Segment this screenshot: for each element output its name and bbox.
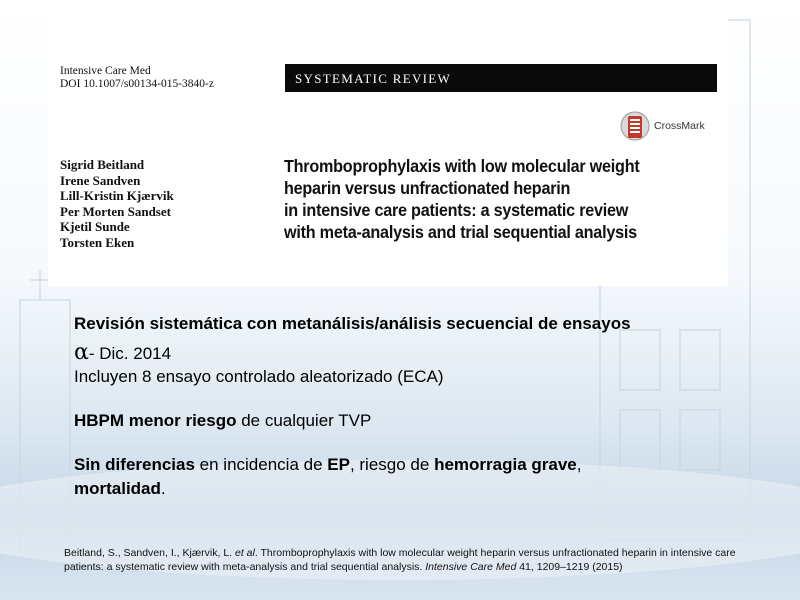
search-date: - Dic. 2014 (88, 344, 172, 363)
author: Lill-Kristin Kjærvik (60, 188, 174, 203)
section-banner: SYSTEMATIC REVIEW (285, 64, 717, 92)
finding-part: hemorragia grave (434, 455, 577, 474)
citation-etal: et al (235, 547, 255, 559)
included-trials: Incluyen 8 ensayo controlado aleatorizado (ECA) (74, 367, 444, 386)
doi: DOI 10.1007/s00134-015-3840-z (60, 78, 214, 90)
title-line: with meta-analysis and trial sequential analysis (284, 222, 637, 242)
title-line: in intensive care patients: a systematic review (284, 200, 629, 220)
finding-part: EP (327, 455, 350, 474)
author: Sigrid Beitland (60, 157, 145, 172)
paper-title (284, 155, 693, 243)
finding-dvt (74, 411, 774, 431)
finding-dvt-text: de cualquier TVP (236, 411, 372, 430)
title-line: Thromboprophylaxis with low molecular weight (284, 156, 640, 176)
finding-part: Sin diferencias (74, 455, 195, 474)
finding-part: . (160, 479, 166, 498)
author: Irene Sandven (60, 172, 141, 188)
journal-name: Intensive Care Med (60, 65, 151, 77)
summary-section (74, 314, 774, 499)
finding-part: en incidencia de (194, 455, 328, 474)
crossmark-badge (620, 110, 705, 142)
author: Torsten Eken (60, 234, 135, 250)
author-list (60, 157, 174, 250)
finding-part: , riesgo de (349, 455, 435, 474)
title-line: heparin versus unfractionated heparin (284, 178, 571, 198)
finding-mortality-line (74, 479, 774, 499)
citation-journal: Intensive Care Med (425, 561, 517, 573)
citation-authors: Beitland, S., Sandven, I., Kjærvik, L. (64, 547, 235, 559)
journal-info (60, 65, 214, 91)
alpha-symbol: α (74, 340, 89, 365)
finding-no-differences (74, 455, 774, 475)
crossmark-label: CrossMark (654, 120, 705, 132)
author: Per Morten Sandset (60, 203, 171, 219)
finding-part: , (576, 455, 582, 474)
search-date-line (74, 340, 774, 365)
finding-dvt-bold: HBPM menor riesgo (74, 411, 237, 430)
author: Kjetil Sunde (60, 219, 130, 234)
finding-part: mortalidad (74, 479, 161, 498)
summary-heading: Revisión sistemática con metanálisis/análisis secuencial de ensayos (74, 314, 631, 333)
citation-title: . Thromboprophylaxis with low molecular weight heparin versus unfractionated heparin in intensive care patients: a systematic review with meta-analysis and trial sequential analysis. (64, 547, 736, 573)
citation-details: 41, 1209–1219 (2015) (516, 561, 623, 573)
citation-reference (64, 546, 764, 574)
paper-header-image (48, 18, 728, 286)
crossmark-icon (620, 110, 650, 142)
